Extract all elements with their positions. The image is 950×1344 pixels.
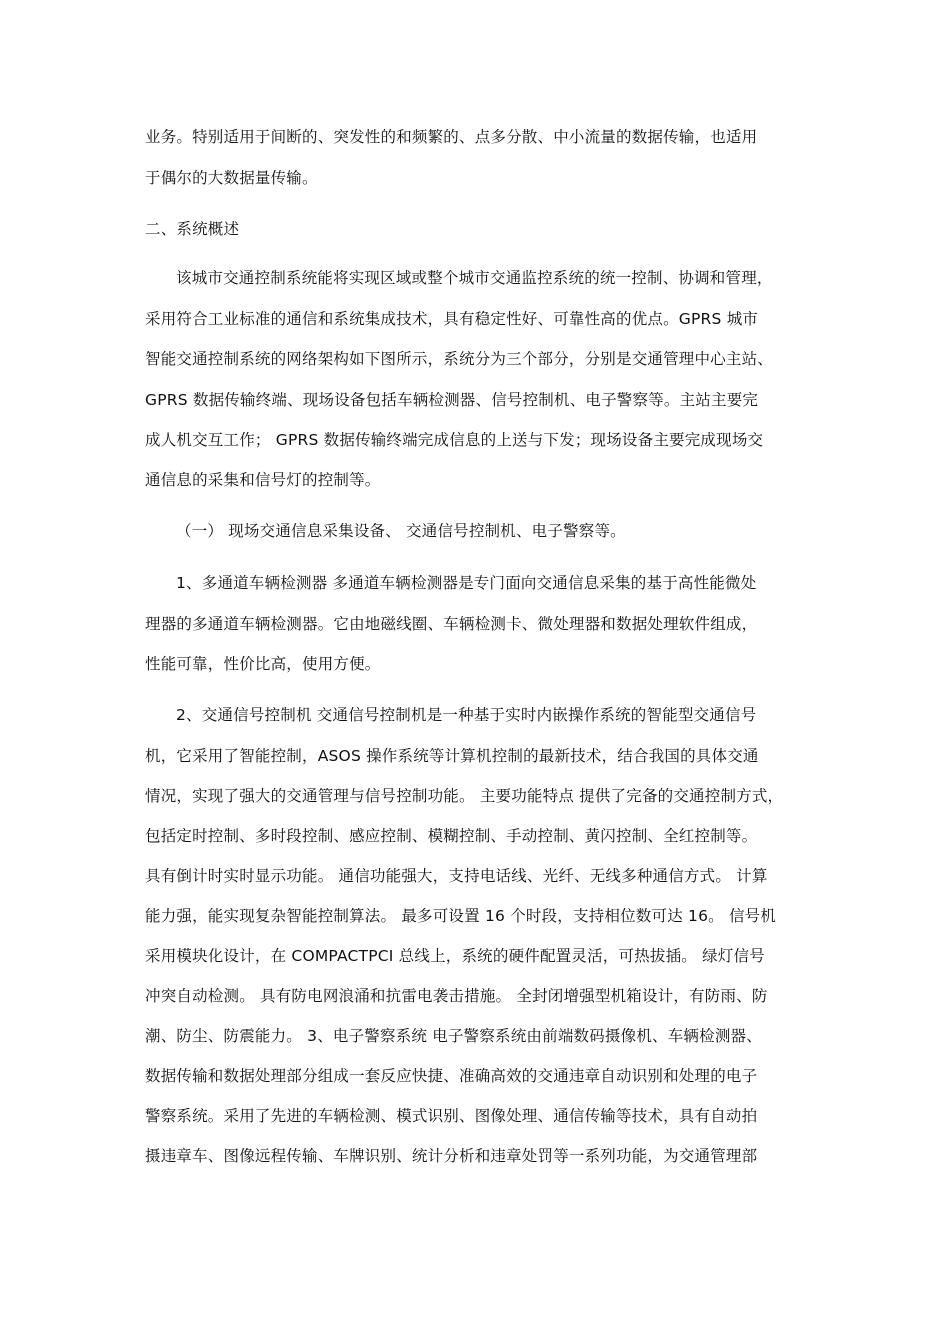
text-line: 通信息的采集和信号灯的控制等。 <box>145 471 381 489</box>
text-line: 数据传输和数据处理部分组成一套反应快捷、准确高效的交通违章自动识别和处理的电子 <box>145 1067 758 1085</box>
text-line: 智能交通控制系统的网络架构如下图所示，系统分为三个部分，分别是交通管理中心主站、 <box>145 350 774 368</box>
text-line: GPRS 数据传输终端、现场设备包括车辆检测器、信号控制机、电子警察等。主站主要完 <box>145 391 759 409</box>
text-line: 情况，实现了强大的交通管理与信号控制功能。 主要功能特点 提供了完备的交通控制方式， <box>145 787 784 805</box>
text-line: 该城市交通控制系统能将实现区域或整个城市交通监控系统的统一控制、协调和管理， <box>176 269 773 287</box>
text-line: 摄违章车、图像远程传输、车牌识别、统计分析和违章处罚等一系列功能，为交通管理部 <box>145 1147 758 1165</box>
text-line: 1、多通道车辆检测器 多通道车辆检测器是专门面向交通信息采集的基于高性能微处 <box>176 574 757 592</box>
section-heading: 二、系统概述 <box>145 220 240 238</box>
text-line: 于偶尔的大数据量传输。 <box>145 169 318 187</box>
text-line: 具有倒计时实时显示功能。 通信功能强大，支持电话线、光纤、无线多种通信方式。 计算 <box>145 867 768 885</box>
text-line: 警察系统。采用了先进的车辆检测、模式识别、图像处理、通信传输等技术，具有自动拍 <box>145 1107 758 1125</box>
text-line: 业务。特别适用于间断的、突发性的和频繁的、点多分散、中小流量的数据传输，也适用 <box>145 128 758 146</box>
text-line: 成人机交互工作； GPRS 数据传输终端完成信息的上送与下发；现场设备主要完成现场交 <box>145 431 764 449</box>
text-line: 2、交通信号控制机 交通信号控制机是一种基于实时内嵌操作系统的智能型交通信号 <box>176 706 757 724</box>
text-line: 性能可靠，性价比高，使用方便。 <box>145 655 381 673</box>
subsection-heading: （一） 现场交通信息采集设备、 交通信号控制机、电子警察等。 <box>176 522 626 540</box>
text-line: 机，它采用了智能控制，ASOS 操作系统等计算机控制的最新技术，结合我国的具体交通 <box>145 747 759 765</box>
text-line: 包括定时控制、多时段控制、感应控制、模糊控制、手动控制、黄闪控制、全红控制等。 <box>145 827 758 845</box>
text-line: 潮、防尘、防震能力。 3、电子警察系统 电子警察系统由前端数码摄像机、车辆检测器、 <box>145 1027 762 1045</box>
text-line: 理器的多通道车辆检测器。它由地磁线圈、车辆检测卡、微处理器和数据处理软件组成， <box>145 615 758 633</box>
text-line: 采用符合工业标准的通信和系统集成技术，具有稳定性好、可靠性高的优点。GPRS 城市 <box>145 310 759 328</box>
text-line: 采用模块化设计，在 COMPACTPCI 总线上，系统的硬件配置灵活，可热拔插。 绿灯信号 <box>145 947 765 965</box>
text-line: 能力强，能实现复杂智能控制算法。 最多可设置 16 个时段，支持相位数可达 16。 信号机 <box>145 907 777 925</box>
text-line: 冲突自动检测。 具有防电网浪涌和抗雷电袭击措施。 全封闭增强型机箱设计，有防雨、防 <box>145 987 768 1005</box>
